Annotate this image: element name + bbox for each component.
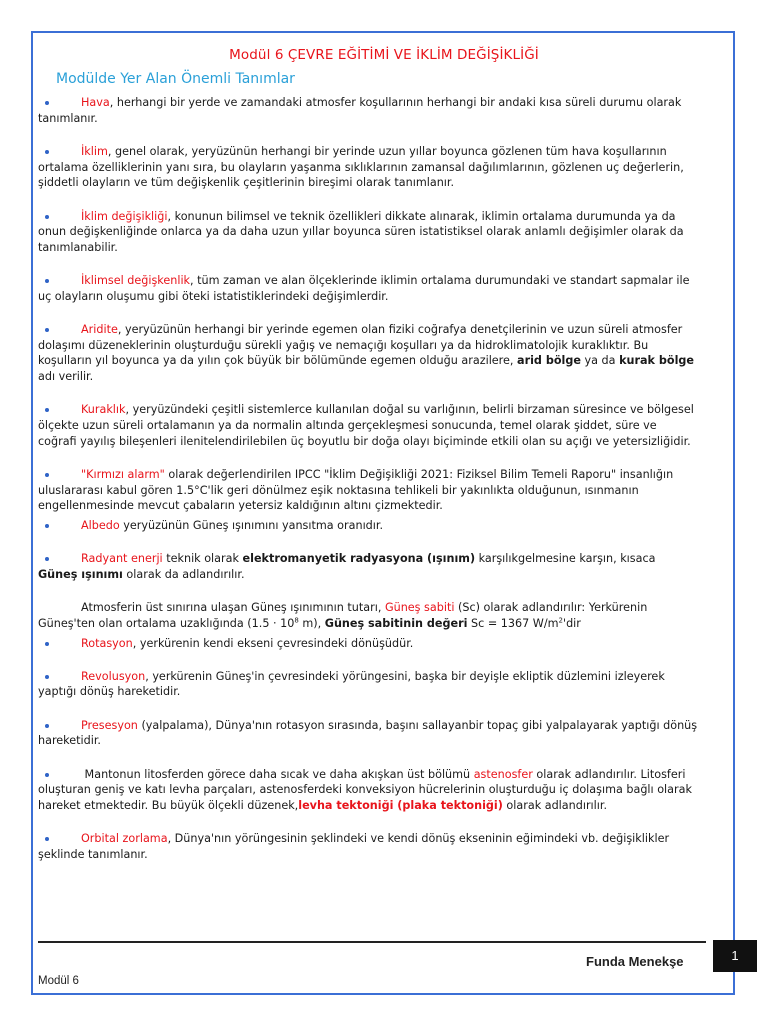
page-number: 1 — [713, 940, 757, 972]
term: İklim değişikliği — [81, 209, 168, 223]
keyword: levha tektoniği (plaka tektoniği) — [298, 799, 503, 812]
definition-kirmizi-alarm — [38, 467, 698, 514]
module-label: Modül 6 — [38, 975, 79, 987]
term: Kuraklık — [81, 403, 126, 417]
definition-text: , yeryüzündeki çeşitli sistemlerce kullanılan doğal su varlığının, belirli birzaman süresince ve bölgesel ölçekte uzun süreli ortalamanın ya da normalin altında gerçekleşmesi sonucunda, temel olarak şiddet, süre ve coğrafi yayılış bileşenleri ilenitelendirilebilen üç boyutlu bir doğa olayı biçiminde etkili olan su açığı ve yetersizliğidir. — [38, 403, 694, 448]
definition-text: Sc = 1367 W/m — [467, 616, 559, 630]
term: Albedo — [81, 519, 120, 533]
document-title: Modül 6 ÇEVRE EĞİTİMİ VE İKLİM DEĞİŞİKLİĞİ — [229, 47, 539, 63]
bullet-icon — [45, 150, 49, 154]
definition-text: m), — [298, 616, 325, 630]
bullet-icon — [45, 215, 49, 219]
definition-orbital-zorlama — [38, 831, 698, 862]
definition-hava — [38, 95, 698, 126]
definition-text: adı verilir. — [38, 370, 94, 384]
bullet-icon — [45, 101, 49, 105]
bullet-icon — [45, 473, 49, 477]
term: Radyant enerji — [81, 552, 163, 566]
definition-text: 'dir — [563, 616, 581, 630]
definition-text: , herhangi bir yerde ve zamandaki atmosfer koşullarının herhangi bir andaki kısa süreli durumu olarak tanımlanır. — [38, 96, 682, 125]
definition-albedo — [38, 518, 698, 534]
author-name: Funda Menekşe — [586, 954, 684, 969]
term: astenosfer — [473, 767, 533, 781]
bullet-icon — [45, 557, 49, 561]
term: Revolusyon — [81, 669, 146, 683]
superscript: 8 — [294, 616, 299, 625]
section-subtitle: Modülde Yer Alan Önemli Tanımlar — [56, 71, 295, 87]
keyword: elektromanyetik radyasyona (ışınım) — [242, 552, 476, 566]
definition-iklim — [38, 144, 698, 191]
definition-presesyon — [38, 718, 698, 749]
bullet-icon — [45, 773, 49, 777]
bullet-icon — [45, 642, 49, 646]
term: "Kırmızı alarm" — [81, 467, 165, 481]
definition-text: , tüm zaman ve alan ölçeklerinde iklimin ortalama durumundaki ve standart sapmalar ile uç olayların oluşumu gibi öteki istatistiklerindeki değişimlerdir. — [38, 274, 690, 303]
bullet-icon — [45, 279, 49, 283]
definition-text: (Sc) olarak adlandırılır: Yerkürenin Güneş'ten olan ortalama uzaklığında (1.5 · 10 — [38, 601, 648, 630]
term: İklim — [81, 144, 108, 158]
definition-text: karşılıkgelmesine karşın, kısaca — [475, 552, 656, 566]
bullet-icon — [45, 328, 49, 332]
definition-aridite — [38, 322, 698, 385]
definition-text: Mantonun litosferden görece daha sıcak ve daha akışkan üst bölümü — [81, 767, 474, 781]
term: Rotasyon — [81, 636, 133, 650]
definition-text: teknik olarak — [162, 552, 243, 566]
definition-iklim-degisikligi — [38, 209, 698, 256]
keyword: arid bölge — [517, 354, 581, 368]
definition-text: olarak değerlendirilen IPCC "İklim Değişikliği 2021: Fiziksel Bilim Temeli Raporu" insanlığın uluslararası kabul gören 1.5°C'lik geri dönülmez eşik noktasına tehlikeli bir yakınlıkta olduğunun, ısınmanın engellenmesinde mevcut çabaların yetersiz kaldığının altını çizmektedir. — [38, 467, 674, 513]
term: Presesyon — [81, 718, 138, 732]
term: Hava — [81, 96, 110, 109]
definition-text: , yerkürenin Güneş'in çevresindeki yörüngesini, başka bir deyişle ekliptik düzlemini izleyerek yaptığı dönüş hareketidir. — [38, 669, 665, 699]
definition-iklimsel-degiskenlik — [38, 273, 698, 304]
bullet-icon — [45, 408, 49, 412]
definitions-list — [38, 95, 698, 880]
definition-text: ya da — [580, 354, 620, 368]
term: Orbital zorlama — [81, 832, 168, 846]
definition-text: , yerkürenin kendi ekseni çevresindeki dönüşüdür. — [132, 636, 414, 650]
definition-text: olarak adlandırılır. Litosferi oluşturan geniş ve katı levha parçaları, astenosferdeki konveksiyon hücrelerinin oluşturduğu iç dolaşıma bağlı olarak hareket etmektedir. Bu büyük ölçekli düzenek, — [38, 767, 692, 812]
definition-text: , Dünya'nın yörüngesinin şeklindeki ve kendi dönüş ekseninin eğimindeki vb. değişiklikler şeklinde tanımlanır. — [38, 832, 670, 861]
definition-gunes-sabiti — [38, 600, 698, 631]
bullet-icon — [45, 524, 49, 528]
definition-text: , yeryüzünün herhangi bir yerinde egemen olan fiziki coğrafya denetçilerinin ve uzun süreli atmosfer dolaşımı düzeneklerinin oluşturduğu sürekli yağış ve nemaçığı koşulları ya da hidroklimatolojik kuraklıktır. Bu koşulların yıl boyunca ya da yılın çok büyük bir bölümünde egemen olduğu arazilere, — [38, 323, 683, 368]
definition-text: olarak adlandırılır. — [502, 799, 608, 812]
definition-radyant-enerji — [38, 551, 698, 582]
definition-text: olarak da adlandırılır. — [122, 567, 245, 581]
definition-text: yeryüzünün Güneş ışınımını yansıtma oranıdır. — [119, 519, 384, 533]
definition-kuraklik — [38, 402, 698, 449]
definition-text: Atmosferin üst sınırına ulaşan Güneş ışınımının tutarı, — [81, 601, 385, 615]
definition-revolusyon — [38, 669, 698, 700]
definition-astenosfer — [38, 767, 698, 814]
footer-divider — [38, 941, 706, 943]
bullet-icon — [45, 837, 49, 841]
bullet-icon — [45, 675, 49, 679]
bullet-icon — [45, 724, 49, 728]
keyword: Güneş sabitinin değeri — [324, 616, 468, 630]
keyword: kurak bölge — [619, 354, 695, 368]
definition-rotasyon — [38, 636, 698, 652]
term: Güneş sabiti — [384, 601, 455, 615]
definition-text: , konunun bilimsel ve teknik özellikleri dikkate alınarak, iklimin ortalama durumunda ya da onun değişkenliğinde onlarca ya da daha uzun yıllar boyunca süren istatistiksel olarak anlamlı değişimler olarak da tanımlanabilir. — [38, 209, 684, 254]
keyword: Güneş ışınımı — [38, 567, 123, 581]
definition-text: , genel olarak, yeryüzünün herhangi bir yerinde uzun yıllar boyunca gözlenen tüm hava koşullarının ortalama özelliklerinin yanı sıra, bu olayların yaşanma sıklıklarının zamansal dağılımlarının, gözlenen uç değerlerin, şiddetli olayların ve tüm değişkenlik çeşitlerinin bireşimi olarak tanımlanır. — [38, 144, 684, 190]
term: Aridite — [81, 323, 118, 337]
definition-text: (yalpalama), Dünya'nın rotasyon sırasında, başını sallayanbir topaç gibi yalpalayarak yaptığı dönüş hareketidir. — [38, 718, 698, 748]
superscript: 2 — [558, 616, 563, 625]
term: İklimsel değişkenlik — [81, 274, 191, 288]
